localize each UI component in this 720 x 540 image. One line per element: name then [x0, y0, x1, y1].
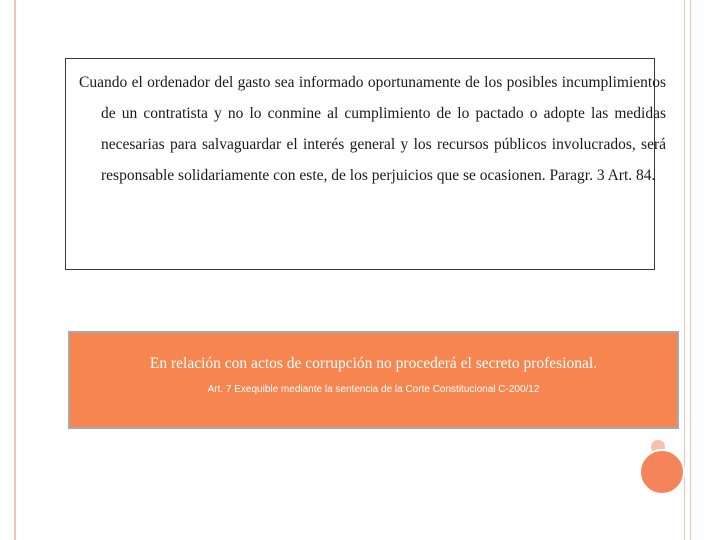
- callout-box: [68, 331, 679, 429]
- left-frame-line: [14, 0, 16, 540]
- right-frame-line-inner: [690, 0, 691, 540]
- paragraph-text: Cuando el ordenador del gasto sea informado oportunamente de los posibles incumplimientos de un contratista y no lo conmine al cumplimiento de lo pactado o adopte las medidas necesarias para salvaguardar el interés general y los recursos públicos involucrados, será responsable solidariamente con este, de los perjuicios que se ocasionen. Paragr. 3 Art. 84.: [79, 74, 666, 184]
- paragraph-box: [65, 58, 666, 270]
- callout-sub-text: Art. 7 Exequible mediante la sentencia de la Corte Constitucional C-200/12: [207, 384, 540, 395]
- decorative-large-circle: [639, 449, 685, 495]
- callout-main-text: En relación con actos de corrupción no procederá el secreto profesional.: [149, 355, 598, 372]
- right-frame-line-outer: [684, 0, 685, 540]
